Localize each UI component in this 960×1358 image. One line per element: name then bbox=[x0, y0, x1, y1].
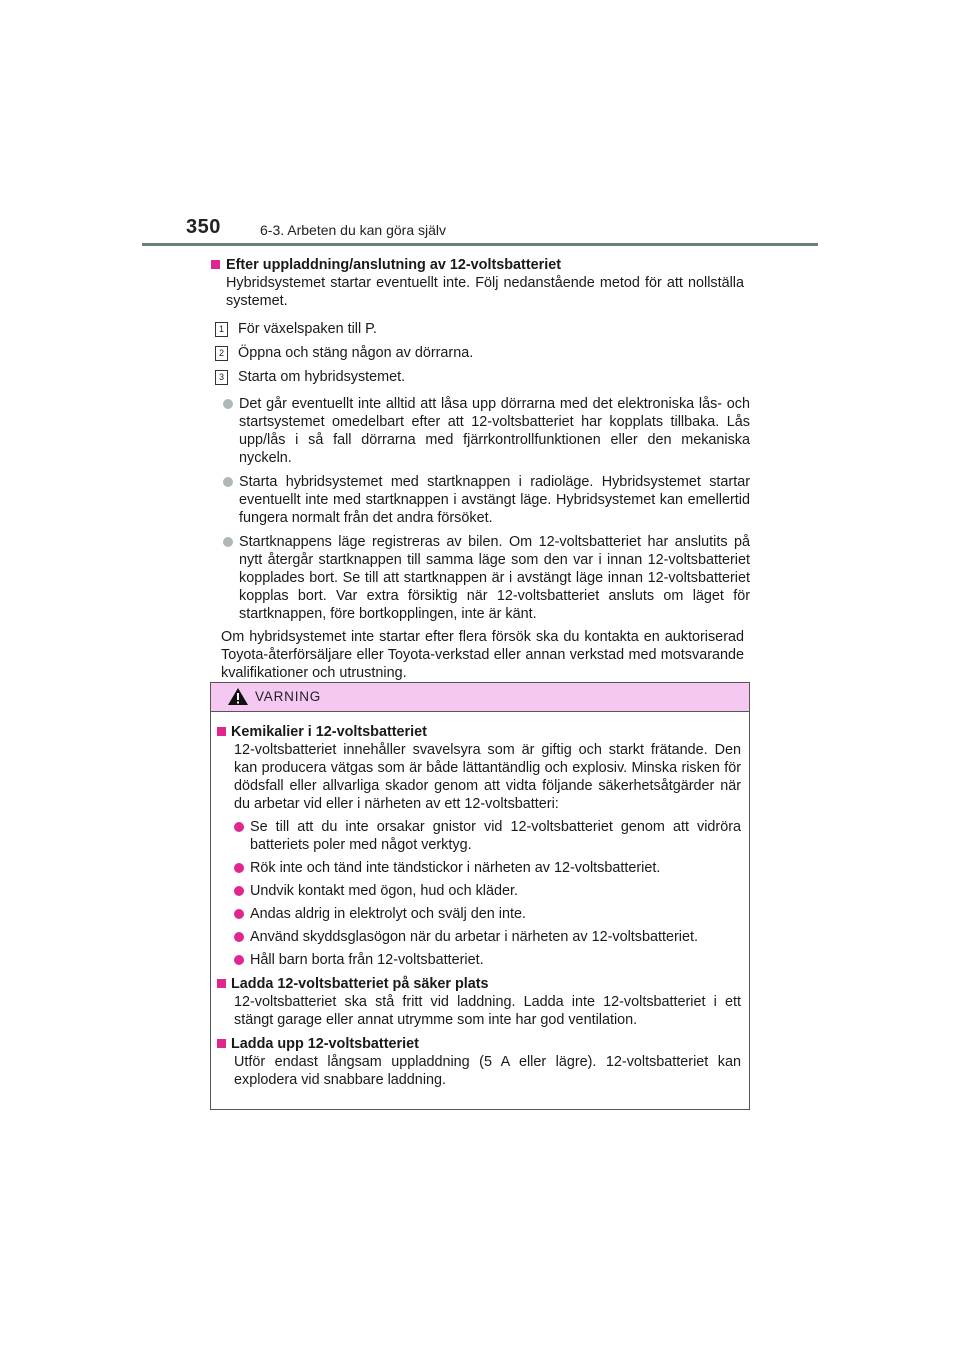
warning-bullet-text: Se till att du inte orsakar gnistor vid 12-voltsbatteriet genom att vidröra batteriets poler med något verktyg. bbox=[250, 819, 741, 853]
pink-dot-icon bbox=[234, 863, 244, 873]
warning-bullet bbox=[234, 859, 741, 877]
warning-heading bbox=[217, 1035, 741, 1053]
warning-bullet bbox=[234, 951, 741, 969]
warning-bullet-text: Rök inte och tänd inte tändstickor i närheten av 12-voltsbatteriet. bbox=[250, 860, 661, 876]
warning-paragraph: Utför endast långsam uppladdning (5 A eller lägre). 12-voltsbatteriet kan explodera vid snabbare laddning. bbox=[234, 1054, 741, 1088]
section-heading bbox=[210, 256, 750, 274]
warning-bullet-text: Håll barn borta från 12-voltsbatteriet. bbox=[250, 952, 484, 968]
square-bullet-icon bbox=[217, 727, 226, 736]
warning-bullet bbox=[234, 928, 741, 946]
pink-dot-icon bbox=[234, 932, 244, 942]
step-number-box: 1 bbox=[215, 322, 228, 337]
info-bullet bbox=[223, 395, 750, 467]
square-bullet-icon bbox=[217, 1039, 226, 1048]
warning-body bbox=[211, 712, 749, 1089]
step-item bbox=[215, 365, 750, 389]
step-text: För växelspaken till P. bbox=[238, 321, 377, 337]
info-bullet-text: Starta hybridsystemet med startknappen i radioläge. Hybridsystemet startar eventuellt inte med startknappen i avstängt läge. Hybridsystemet kan emellertid fungera normalt från det andra försöket. bbox=[239, 474, 750, 526]
header-divider bbox=[142, 243, 818, 246]
page-header bbox=[186, 216, 826, 246]
step-number-box: 2 bbox=[215, 346, 228, 361]
warning-bullet bbox=[234, 818, 741, 854]
warning-bullet-text: Andas aldrig in elektrolyt och svälj den inte. bbox=[250, 906, 526, 922]
warning-bullet bbox=[234, 905, 741, 923]
warning-paragraph: 12-voltsbatteriet innehåller svavelsyra som är giftig och starkt frätande. Den kan producera vätgas som är både lättantändlig och explosiv. Minska risken för dödsfall eller allvarliga skador genom att vidta följande säkerhetsåtgärder när du arbetar vid eller i närheten av ett 12-voltsbatteri: bbox=[234, 742, 741, 812]
pink-dot-icon bbox=[234, 955, 244, 965]
gray-dot-icon bbox=[223, 537, 233, 547]
warning-triangle-icon bbox=[227, 687, 249, 711]
warning-heading-text: Kemikalier i 12-voltsbatteriet bbox=[231, 724, 427, 740]
warning-heading bbox=[217, 723, 741, 741]
step-text: Öppna och stäng någon av dörrarna. bbox=[238, 345, 474, 361]
closing-paragraph: Om hybridsystemet inte startar efter flera försök ska du kontakta en auktoriserad Toyota-återförsäljare eller Toyota-verkstad eller annan verkstad med motsvarande kvalifikationer och utrustning. bbox=[221, 629, 744, 681]
warning-bullet bbox=[234, 882, 741, 900]
info-bullet-text: Startknappens läge registreras av bilen. Om 12-voltsbatteriet har anslutits på nytt återgår startknappen till samma läge som den var i innan 12-voltsbatteriet kopplades bort. Se till att startknappen är i avstängt läge innan 12-voltsbatteriet kopplas bort. Var extra försiktig när 12-voltsbatteriet ansluts om läget för startknappen, före bortkopplingen, inte är känt. bbox=[239, 534, 750, 622]
info-bullet-text: Det går eventuellt inte alltid att låsa upp dörrarna med det elektroniska lås- och startsystemet omedelbart efter att 12-voltsbatteriet har kopplats tillbaka. Lås upp/lås i så fall dörrarna med fjärrkontrollfunktionen eller den mekaniska nyckeln. bbox=[239, 396, 750, 466]
warning-heading-text: Ladda upp 12-voltsbatteriet bbox=[231, 1036, 419, 1052]
warning-header bbox=[211, 683, 749, 712]
step-text: Starta om hybridsystemet. bbox=[238, 369, 406, 385]
pink-dot-icon bbox=[234, 909, 244, 919]
info-bullet bbox=[223, 533, 750, 623]
section-title: 6-3. Arbeten du kan göra själv bbox=[260, 222, 447, 238]
gray-dot-icon bbox=[223, 477, 233, 487]
main-content bbox=[210, 256, 750, 682]
intro-paragraph: Hybridsystemet startar eventuellt inte. Följ nedanstående metod för att nollställa systemet. bbox=[226, 275, 744, 309]
warning-paragraph: 12-voltsbatteriet ska stå fritt vid laddning. Ladda inte 12-voltsbatteriet i ett stängt garage eller annat utrymme som inte har god ventilation. bbox=[234, 994, 741, 1028]
warning-heading bbox=[217, 975, 741, 993]
step-item bbox=[215, 341, 750, 365]
pink-dot-icon bbox=[234, 822, 244, 832]
step-number-box: 3 bbox=[215, 370, 228, 385]
page-number: 350 bbox=[186, 216, 221, 238]
warning-bullet-text: Undvik kontakt med ögon, hud och kläder. bbox=[250, 883, 518, 899]
square-bullet-icon bbox=[217, 979, 226, 988]
info-bullet bbox=[223, 473, 750, 527]
pink-dot-icon bbox=[234, 886, 244, 896]
warning-bullet-text: Använd skyddsglasögon när du arbetar i närheten av 12-voltsbatteriet. bbox=[250, 929, 698, 945]
warning-box bbox=[210, 682, 750, 1110]
warning-heading-text: Ladda 12-voltsbatteriet på säker plats bbox=[231, 976, 489, 992]
step-item bbox=[215, 317, 750, 341]
step-list bbox=[210, 317, 750, 389]
square-bullet-icon bbox=[211, 260, 220, 269]
warning-title: VARNING bbox=[255, 689, 322, 704]
section-heading-text: Efter uppladdning/anslutning av 12-voltsbatteriet bbox=[226, 257, 562, 273]
gray-dot-icon bbox=[223, 399, 233, 409]
